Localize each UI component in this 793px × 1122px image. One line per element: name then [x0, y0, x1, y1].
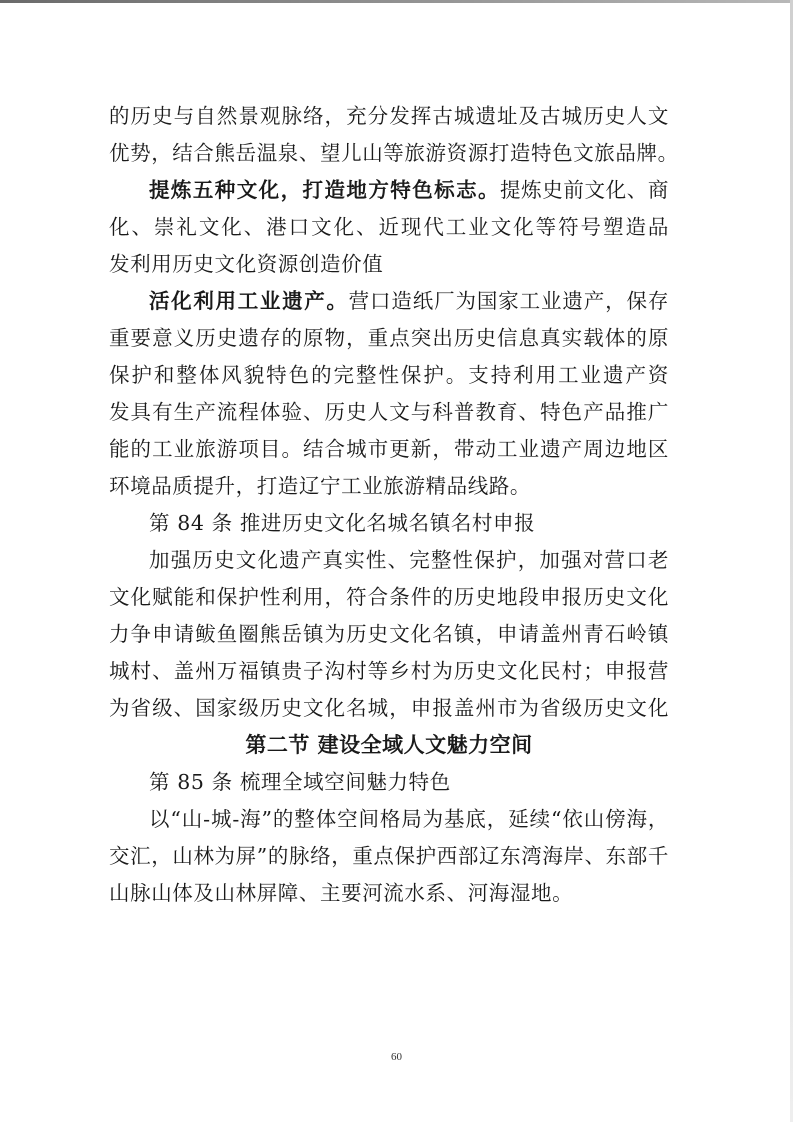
body-line: 优势，结合熊岳温泉、望儿山等旅游资源打造特色文旅品牌。: [109, 141, 679, 165]
body-line: 能的工业旅游项目。结合城市更新，带动工业遗产周边地区: [109, 437, 669, 461]
article-84-title: 第 84 条 推进历史文化名城名镇名村申报: [149, 511, 536, 535]
body-line: 山脉山体及山林屏障、主要河流水系、河海湿地。: [109, 881, 574, 905]
page-number: 60: [391, 1051, 402, 1063]
section-heading: 第二节 建设全域人文魅力空间: [245, 733, 533, 757]
body-line: 加强历史文化遗产真实性、完整性保护，加强对营口老: [149, 548, 669, 572]
body-line: 发具有生产流程体验、历史人文与科普教育、特色产品推广: [109, 400, 669, 424]
body-line: 交汇，山林为屏”的脉络，重点保护西部辽东湾海岸、东部千: [109, 844, 669, 868]
body-line: 文化赋能和保护性利用，符合条件的历史地段申报历史文化: [109, 585, 669, 609]
paragraph-lead-line: [109, 172, 669, 209]
body-line: 为省级、国家级历史文化名城，申报盖州市为省级历史文化: [109, 696, 669, 720]
body-line: 的历史与自然景观脉络，充分发挥古城遗址及古城历史人文: [109, 104, 669, 128]
body-line: 力争申请鲅鱼圈熊岳镇为历史文化名镇，申请盖州青石岭镇: [109, 622, 669, 646]
article-85-title: 第 85 条 梳理全域空间魅力特色: [149, 770, 451, 794]
body-line: 保护和整体风貌特色的完整性保护。支持利用工业遗产资: [109, 363, 669, 387]
body-line: 城村、盖州万福镇贵子沟村等乡村为历史文化民村；申报营: [109, 659, 669, 683]
body-line: 发利用历史文化资源创造价值: [109, 252, 384, 276]
body-line: 以“山-城-海”的整体空间格局为基底，延续“依山傍海，: [149, 807, 669, 831]
body-line: 重要意义历史遗存的原物，重点突出历史信息真实载体的原: [109, 326, 669, 350]
body-text: 提炼史前文化、商: [499, 178, 669, 202]
paragraph-lead-line: [109, 283, 669, 320]
paragraph-lead-heading: 活化利用工业遗产。: [149, 289, 349, 313]
body-line: 化、崇礼文化、港口文化、近现代工业文化等符号塑造品: [109, 215, 669, 239]
body-text: 营口造纸厂为国家工业遗产，保存: [348, 289, 669, 313]
top-border: [0, 0, 793, 3]
document-body: [109, 98, 679, 912]
paragraph-lead-heading: 提炼五种文化，打造地方特色标志。: [149, 178, 500, 202]
body-line: 环境品质提升，打造辽宁工业旅游精品线路。: [109, 474, 531, 498]
